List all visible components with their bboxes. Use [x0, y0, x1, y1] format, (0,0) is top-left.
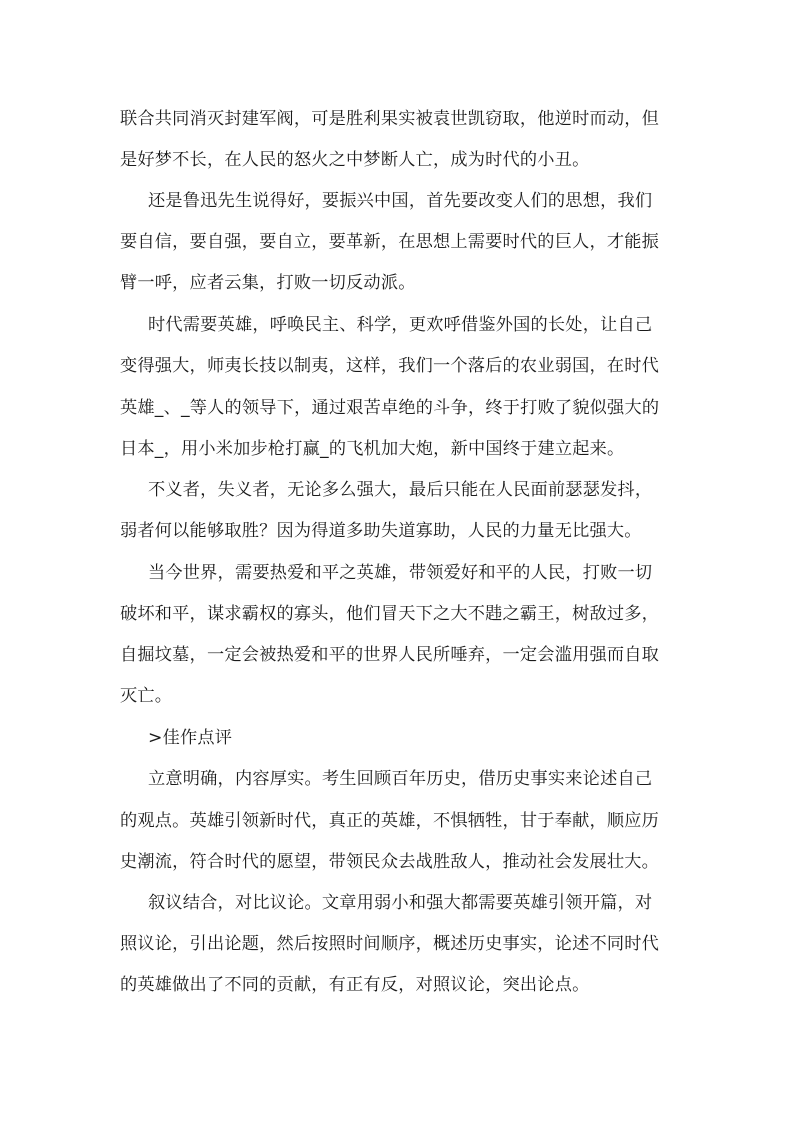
text-line: 弱者何以能够取胜？因为得道多助失道寡助，人民的力量无比强大。 [120, 521, 642, 541]
text-line: 日本_，用小米加步枪打赢_的飞机加大炮，新中国终于建立起来。 [120, 439, 625, 459]
text-line: 是好梦不长，在人民的怒火之中梦断人亡，成为时代的小丑。 [120, 150, 590, 170]
text-line: 史潮流，符合时代的愿望，带领民众去战胜敌人，推动社会发展壮大。 [120, 852, 660, 872]
text-line: 破坏和平，谋求霸权的寡头，他们冒天下之大不韪之霸王，树敌过多， [120, 604, 660, 624]
text-line: 照议论，引出论题，然后按照时间顺序，概述历史事实，论述不同时代 [120, 934, 660, 954]
text-line: 的英雄做出了不同的贡献，有正有反，对照议论，突出论点。 [120, 975, 590, 995]
text-line: 自掘坟墓，一定会被热爱和平的世界人民所唾弃，一定会滥用强而自取 [120, 645, 660, 665]
section-heading: >佳作点评 [148, 728, 233, 748]
text-line: 英雄_、_等人的领导下，通过艰苦卓绝的斗争，终于打败了貌似强大的 [120, 398, 660, 418]
text-line: 要自信，要自强，要自立，要革新，在思想上需要时代的巨人，才能振 [120, 232, 660, 252]
paragraph-start: 当今世界，需要热爱和平之英雄，带领爱好和平的人民，打败一切 [148, 563, 653, 583]
text-line: 联合共同消灭封建军阀，可是胜利果实被袁世凯窃取，他逆时而动，但 [120, 109, 660, 129]
paragraph-start: 时代需要英雄，呼唤民主、科学，更欢呼借鉴外国的长处，让自己 [148, 315, 653, 335]
text-line: 臂一呼，应者云集，打败一切反动派。 [120, 273, 416, 293]
text-line: 灭亡。 [120, 686, 173, 706]
paragraph-start: 还是鲁迅先生说得好，要振兴中国，首先要改变人们的思想，我们 [148, 191, 653, 211]
paragraph-start: 叙议结合，对比议论。文章用弱小和强大都需要英雄引领开篇，对 [148, 893, 653, 913]
paragraph-start: 立意明确，内容厚实。考生回顾百年历史，借历史事实来论述自己 [148, 769, 653, 789]
text-line: 变得强大，师夷长技以制夷，这样，我们一个落后的农业弱国，在时代 [120, 356, 660, 376]
paragraph-start: 不义者，失义者，无论多么强大，最后只能在人民面前瑟瑟发抖， [148, 480, 653, 500]
text-line: 的观点。英雄引领新时代，真正的英雄，不惧牺牲，甘于奉献，顺应历 [120, 811, 660, 831]
